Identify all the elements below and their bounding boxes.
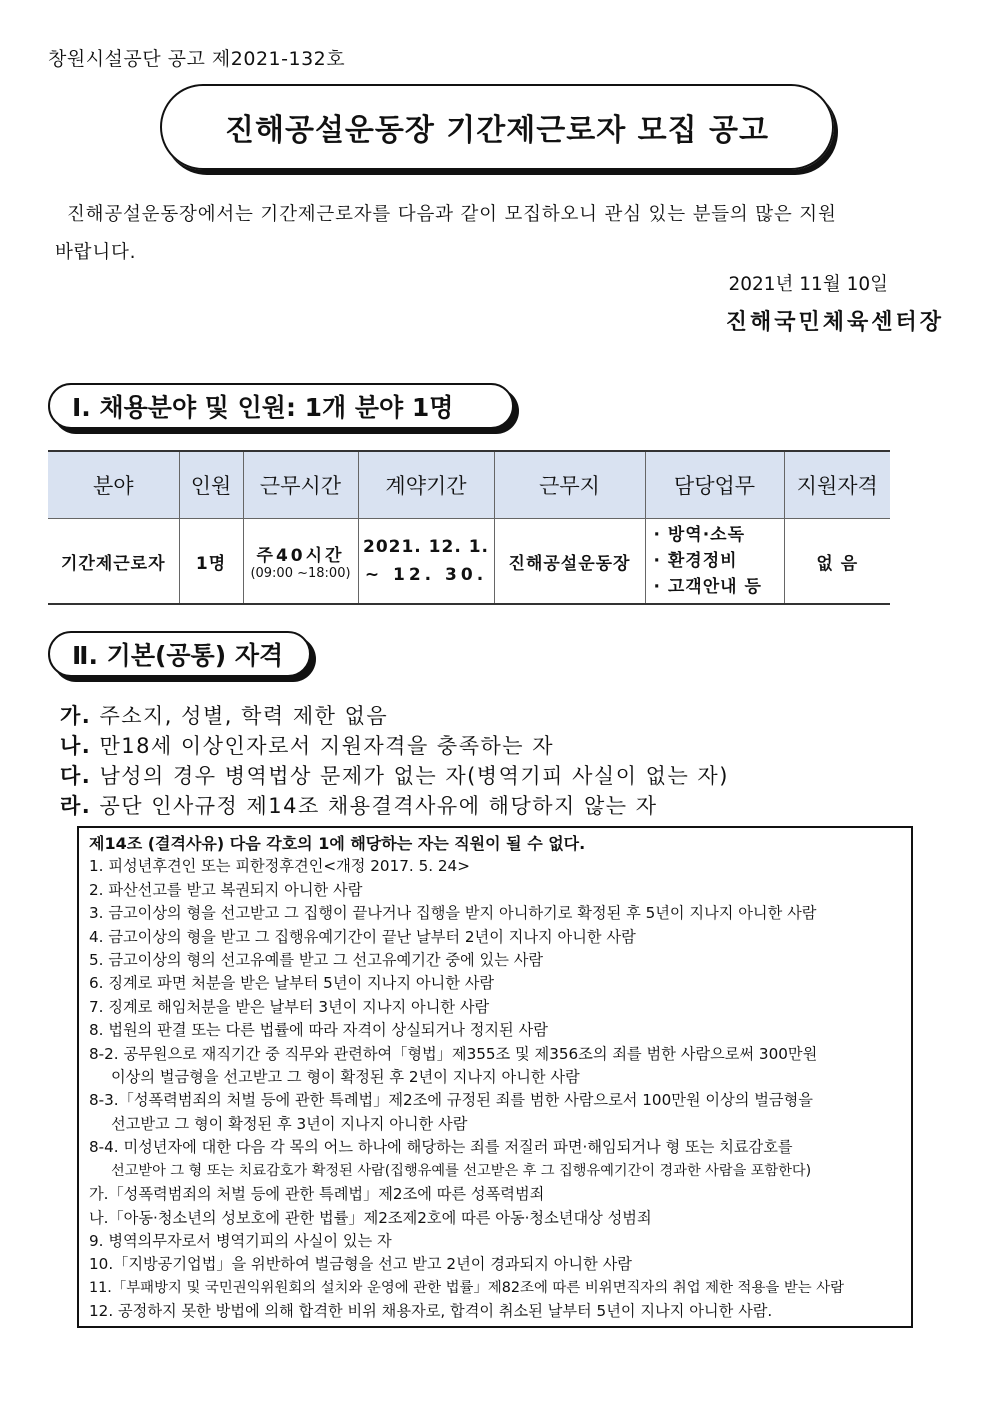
- period-start: 2021. 12. 1.: [362, 537, 489, 557]
- rule-line: 8. 법원의 판결 또는 다른 법률에 따라 자격이 상실되거나 정지된 사람: [89, 1021, 548, 1040]
- item-mark: 나.: [60, 734, 92, 758]
- section-1-heading: [48, 383, 514, 429]
- list-item: [60, 701, 729, 731]
- item-mark: 다.: [60, 764, 92, 788]
- header-field: 분야: [48, 451, 179, 519]
- notice-number: 창원시설공단 공고 제2021-132호: [48, 48, 346, 70]
- rule-line: 선고받고 그 형이 확정된 후 3년이 지나지 아니한 사람: [111, 1114, 468, 1133]
- list-item: [60, 731, 729, 761]
- rule-line: 8-3.「성폭력범죄의 처벌 등에 관한 특례법」제2조에 규정된 죄를 범한 사람으로서 100만원 이상의 벌금형을: [89, 1091, 813, 1110]
- header-duties: 담당업무: [645, 451, 784, 519]
- rule-line: 4. 금고이상의 형을 받고 그 집행유예기간이 끝난 날부터 2년이 지나지 아니한 사람: [89, 927, 636, 946]
- section-1-heading-text: Ⅰ. 채용분야 및 인원: 1개 분야 1명: [72, 393, 454, 422]
- cell-field: 기간제근로자: [48, 519, 179, 605]
- cell-duties: [645, 519, 784, 605]
- item-mark: 라.: [60, 794, 92, 818]
- cell-location: 진해공설운동장: [494, 519, 645, 605]
- recruitment-table: [48, 450, 890, 605]
- item-text: 남성의 경우 병역법상 문제가 없는 자(병역기피 사실이 없는 자): [99, 764, 729, 788]
- rule-line: 2. 파산선고를 받고 복권되지 아니한 사람: [89, 880, 363, 899]
- list-item: [60, 791, 729, 821]
- rule-line: 11.「부패방지 및 국민권익위원회의 설치와 운영에 관한 법률」제82조에 따른 비위면직자의 취업 제한 적용을 받는 사람: [89, 1279, 845, 1296]
- rule-line: 8-4. 미성년자에 대한 다음 각 목의 어느 하나에 해당하는 죄를 저질러 파면·해임되거나 형 또는 치료감호를: [89, 1138, 793, 1157]
- cell-period: [358, 519, 494, 605]
- table-row: [48, 519, 890, 605]
- cell-qualification: 없 음: [784, 519, 890, 605]
- qualification-list: [60, 701, 729, 821]
- header-hours: 근무시간: [243, 451, 358, 519]
- intro-paragraph: [55, 196, 915, 272]
- notice-date: 2021년 11월 10일: [728, 274, 888, 295]
- rule-line: 나.「아동·청소년의 성보호에 관한 법률」제2조제2호에 따른 아동·청소년대상 성범죄: [89, 1208, 652, 1227]
- header-period: 계약기간: [358, 451, 494, 519]
- cell-hours: [243, 519, 358, 605]
- disqualification-rules-box: [77, 826, 913, 1328]
- header-location: 근무지: [494, 451, 645, 519]
- hours-text: 주40시간: [256, 546, 345, 566]
- hours-detail: (09:00 ~18:00): [250, 566, 351, 581]
- rule-line: 이상의 벌금형을 선고받고 그 형이 확정된 후 2년이 지나지 아니한 사람: [111, 1068, 580, 1087]
- rule-line: 12. 공정하지 못한 방법에 의해 합격한 비위 채용자로, 합격이 취소된 날부터 5년이 지나지 아니한 사람.: [89, 1302, 773, 1321]
- rule-line: 8-2. 공무원으로 재직기간 중 직무와 관련하여「형법」제355조 및 제356조의 죄를 범한 사람으로써 300만원: [89, 1044, 818, 1063]
- duty-item: · 환경정비: [653, 551, 738, 571]
- section-2-heading: [48, 631, 311, 677]
- period-end: ~ 12. 30.: [364, 565, 488, 585]
- rule-line: 3. 금고이상의 형을 선고받고 그 집행이 끝나거나 집행을 받지 아니하기로 확정된 후 5년이 지나지 아니한 사람: [89, 904, 817, 923]
- intro-line-1: 진해공설운동장에서는 기간제근로자를 다음과 같이 모집하오니 관심 있는 분들의 많은 지원: [67, 204, 837, 225]
- rule-line: 가.「성폭력범죄의 처벌 등에 관한 특례법」제2조에 따른 성폭력범죄: [89, 1185, 545, 1204]
- rule-line: 5. 금고이상의 형의 선고유예를 받고 그 선고유예기간 중에 있는 사람: [89, 951, 544, 970]
- item-text: 만18세 이상인자로서 지원자격을 충족하는 자: [99, 734, 555, 758]
- page-title-text: 진해공설운동장 기간제근로자 모집 공고: [225, 113, 769, 148]
- page-title: [160, 84, 834, 170]
- item-mark: 가.: [60, 704, 92, 728]
- intro-line-2: 바랍니다.: [55, 242, 137, 263]
- duty-item: · 고객안내 등: [653, 577, 762, 597]
- item-text: 주소지, 성별, 학력 제한 없음: [99, 704, 389, 728]
- rule-line: 7. 징계로 해임처분을 받은 날부터 3년이 지나지 아니한 사람: [89, 997, 490, 1016]
- section-2-heading-text: Ⅱ. 기본(공통) 자격: [72, 641, 284, 670]
- rule-line: 10.「지방공기업법」을 위반하여 벌금형을 선고 받고 2년이 경과되지 아니한 사람: [89, 1255, 632, 1274]
- rule-line: 선고받아 그 형 또는 치료감호가 확정된 사람(집행유예를 선고받은 후 그 집행유예기간이 경과한 사람을 포함한다): [111, 1162, 812, 1179]
- item-text: 공단 인사규정 제14조 채용결격사유에 해당하지 않는 자: [99, 794, 658, 818]
- table-header-row: [48, 451, 890, 519]
- signer: 진해국민체육센터장: [725, 309, 944, 335]
- duty-item: · 방역·소독: [653, 525, 746, 545]
- rule-line: 9. 병역의무자로서 병역기피의 사실이 있는 자: [89, 1231, 392, 1250]
- rule-line: 6. 징계로 파면 처분을 받은 날부터 5년이 지나지 아니한 사람: [89, 974, 495, 993]
- cell-count: 1명: [179, 519, 243, 605]
- list-item: [60, 761, 729, 791]
- header-qualification: 지원자격: [784, 451, 890, 519]
- rule-line: 1. 피성년후견인 또는 피한정후견인<개정 2017. 5. 24>: [89, 857, 470, 876]
- rules-heading: 제14조 (결격사유) 다음 각호의 1에 해당하는 자는 직원이 될 수 없다.: [89, 834, 586, 853]
- header-count: 인원: [179, 451, 243, 519]
